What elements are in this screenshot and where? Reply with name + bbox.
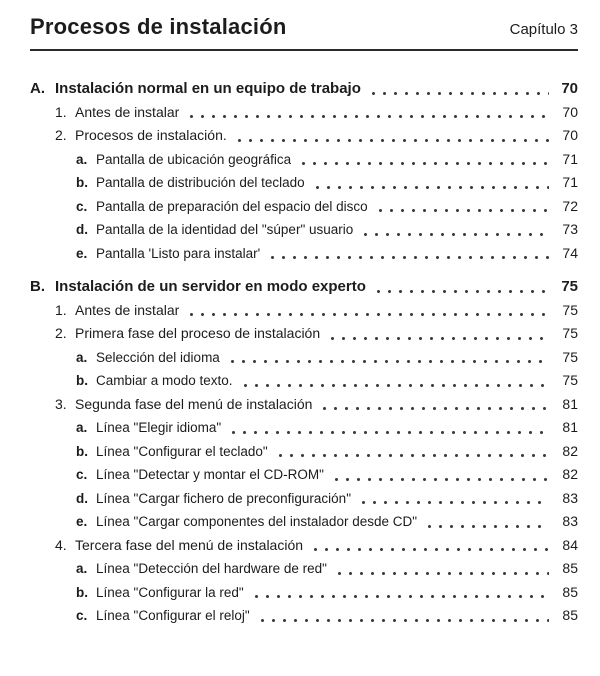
toc-label: Línea "Elegir idioma": [96, 420, 222, 435]
dot-leader: [358, 501, 549, 504]
toc-label: Línea "Configurar la red": [96, 584, 244, 600]
dot-leader: [227, 360, 549, 363]
toc-label: Instalación normal en un equipo de trabajo: [55, 80, 361, 97]
toc-entry: [30, 369, 578, 393]
toc-entry: [30, 322, 578, 346]
toc-marker: a.: [76, 151, 88, 167]
page-header: [30, 14, 578, 40]
toc-entry: [30, 557, 578, 581]
dot-leader: [375, 209, 549, 212]
toc-marker: b.: [76, 373, 88, 388]
toc-marker: a.: [76, 349, 88, 365]
toc-label: Línea "Configurar el teclado": [96, 443, 268, 459]
dot-leader: [368, 92, 549, 95]
toc-label: Línea "Cargar componentes del instalador desde CD": [96, 514, 418, 529]
toc-entry: [30, 346, 578, 370]
page-title: Procesos de instalación: [30, 14, 287, 39]
chapter-label: Capítulo 3: [509, 21, 578, 38]
toc-marker: c.: [76, 198, 88, 214]
toc-page-number: 75: [561, 278, 578, 295]
toc-marker: B.: [30, 278, 45, 295]
toc-marker: 4.: [55, 536, 67, 553]
toc-page-number: 71: [562, 150, 578, 167]
toc-entry: [30, 440, 578, 464]
toc-marker: A.: [30, 80, 45, 97]
toc-entry: [30, 534, 578, 558]
toc-page-number: 73: [562, 221, 578, 237]
dot-leader: [186, 115, 549, 118]
toc-label: Procesos de instalación.: [75, 127, 227, 143]
toc-entry: [30, 148, 578, 172]
toc-marker: d.: [76, 222, 88, 237]
toc-entry: [30, 393, 578, 417]
toc-page-number: 75: [562, 348, 578, 365]
dot-leader: [234, 139, 549, 142]
toc-entry: [30, 275, 578, 299]
dot-leader: [424, 525, 549, 528]
dot-leader: [312, 186, 549, 189]
toc-entry: [30, 581, 578, 605]
toc-label: Selección del idioma: [96, 349, 220, 365]
toc-entry: [30, 195, 578, 219]
dot-leader: [298, 162, 549, 165]
toc-page-number: 72: [562, 197, 578, 214]
toc-marker: a.: [76, 561, 88, 576]
toc-page-number: 74: [562, 244, 578, 261]
dot-leader: [331, 478, 549, 481]
toc-label: Pantalla de distribución del teclado: [96, 175, 305, 190]
toc-label: Cambiar a modo texto.: [96, 373, 233, 388]
toc-entry: [30, 510, 578, 534]
toc-page-number: 70: [562, 103, 578, 120]
toc-label: Antes de instalar: [75, 103, 180, 120]
toc-page-number: 81: [562, 395, 578, 412]
dot-leader: [327, 337, 549, 340]
toc-entry: [30, 101, 578, 125]
toc-page-number: 81: [562, 419, 578, 435]
toc-page-number: 82: [562, 466, 578, 482]
toc-entry: [30, 77, 578, 101]
toc-entry: [30, 299, 578, 323]
dot-leader: [257, 619, 549, 622]
dot-leader: [240, 384, 549, 387]
dot-leader: [275, 454, 549, 457]
toc-marker: b.: [76, 443, 88, 459]
toc-page-number: 82: [562, 442, 578, 459]
toc-page-number: 83: [562, 513, 578, 529]
toc-list: [30, 77, 578, 628]
toc-entry: [30, 124, 578, 148]
header-rule: [30, 49, 578, 51]
toc-page-number: 75: [562, 301, 578, 318]
toc-entry: [30, 171, 578, 195]
dot-leader: [267, 256, 549, 259]
toc-marker: b.: [76, 584, 88, 600]
toc-label: Pantalla de la identidad del "súper" usuario: [96, 222, 354, 237]
dot-leader: [360, 233, 549, 236]
toc-marker: 1.: [55, 301, 67, 318]
toc-label: Pantalla 'Listo para instalar': [96, 245, 261, 261]
dot-leader: [228, 431, 549, 434]
toc-marker: e.: [76, 514, 88, 529]
toc-marker: 2.: [55, 127, 67, 143]
toc-entry: [30, 218, 578, 242]
toc-page-number: 70: [561, 80, 578, 97]
toc-page-number: 70: [562, 127, 578, 143]
toc-entry: [30, 487, 578, 511]
dot-leader: [251, 595, 549, 598]
toc-marker: 2.: [55, 325, 67, 341]
toc-label: Antes de instalar: [75, 301, 180, 318]
toc-label: Línea "Configurar el reloj": [96, 608, 250, 623]
toc-entry: [30, 242, 578, 266]
toc-page-number: 85: [562, 560, 578, 576]
toc-marker: 1.: [55, 103, 67, 120]
toc-label: Instalación de un servidor en modo experto: [55, 278, 366, 295]
toc-page-number: 75: [562, 372, 578, 388]
toc-marker: c.: [76, 608, 88, 623]
toc-page-number: 71: [562, 174, 578, 190]
toc-marker: e.: [76, 245, 88, 261]
toc-label: Pantalla de preparación del espacio del disco: [96, 198, 368, 214]
toc-label: Segunda fase del menú de instalación: [75, 395, 313, 412]
toc-label: Tercera fase del menú de instalación: [75, 536, 304, 553]
toc-label: Pantalla de ubicación geográfica: [96, 151, 292, 167]
dot-leader: [334, 572, 549, 575]
toc-page-number: 85: [562, 583, 578, 600]
toc-entry: [30, 604, 578, 628]
toc-marker: b.: [76, 175, 88, 190]
toc-label: Línea "Cargar fichero de preconfiguración": [96, 490, 351, 506]
toc-entry: [30, 416, 578, 440]
toc-page-number: 75: [562, 325, 578, 341]
dot-leader: [319, 407, 549, 410]
toc-page-number: 83: [562, 489, 578, 506]
toc-label: Línea "Detectar y montar el CD-ROM": [96, 467, 324, 482]
toc-marker: d.: [76, 490, 88, 506]
toc-marker: 3.: [55, 395, 67, 412]
toc-label: Primera fase del proceso de instalación: [75, 325, 321, 341]
toc-entry: [30, 463, 578, 487]
toc-page-number: 84: [562, 536, 578, 553]
dot-leader: [373, 290, 549, 293]
dot-leader: [186, 313, 549, 316]
toc-page-number: 85: [562, 607, 578, 623]
toc-label: Línea "Detección del hardware de red": [96, 561, 327, 576]
dot-leader: [310, 548, 549, 551]
toc-marker: c.: [76, 467, 88, 482]
toc-marker: a.: [76, 420, 88, 435]
